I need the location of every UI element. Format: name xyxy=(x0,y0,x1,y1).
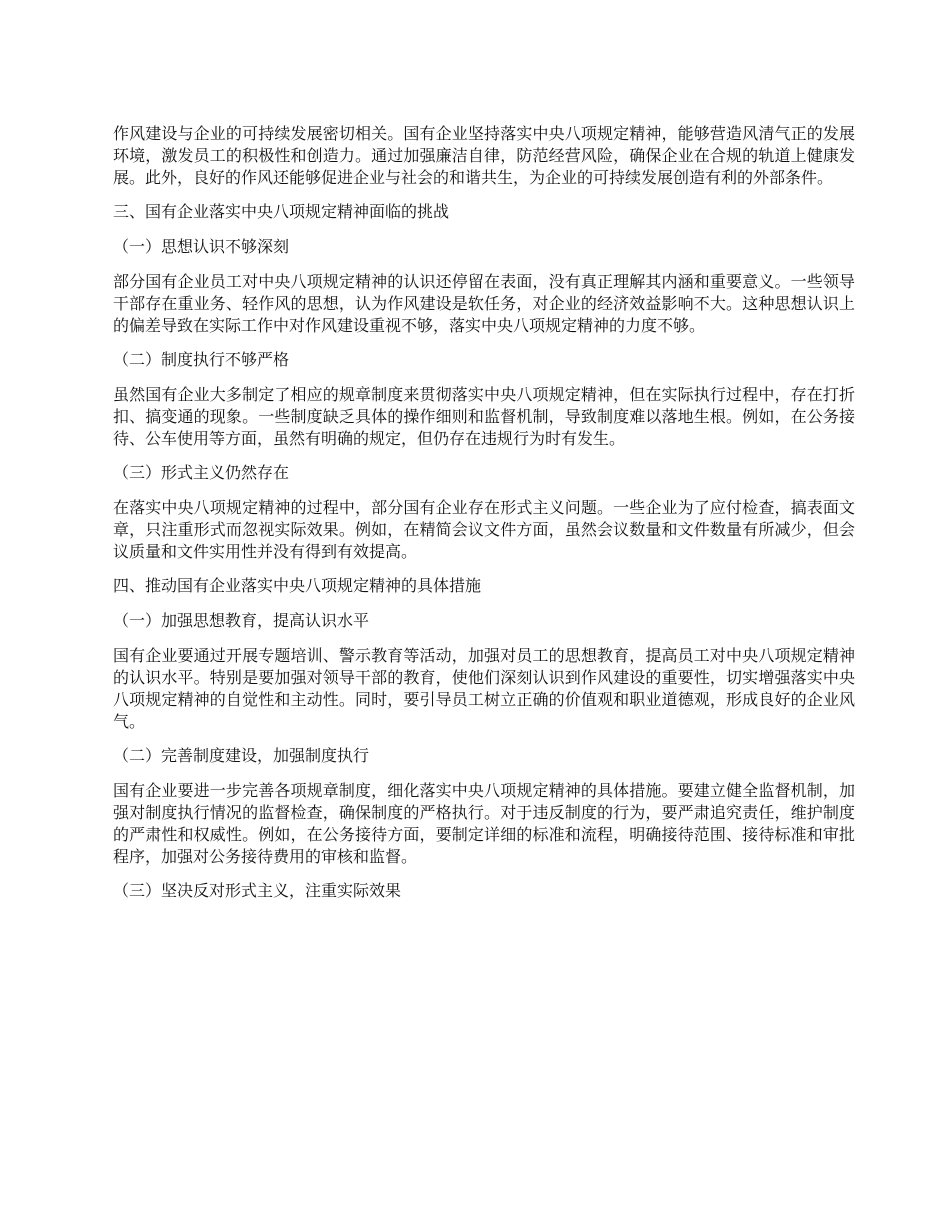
subheading-education: （一）加强思想教育，提高认识水平 xyxy=(113,611,370,630)
subheading-formalism: （三）形式主义仍然存在 xyxy=(113,463,290,482)
section-heading-challenges: 三、国有企业落实中央八项规定精神面临的挑战 xyxy=(113,202,450,221)
section-heading-measures: 四、推动国有企业落实中央八项规定精神的具体措施 xyxy=(113,576,482,595)
subheading-oppose-formalism: （三）坚决反对形式主义，注重实际效果 xyxy=(113,881,402,900)
document-body xyxy=(113,123,855,915)
paragraph-sustainable-development: 作风建设与企业的可持续发展密切相关。国有企业坚持落实中央八项规定精神，能够营造风清气正的发展环境，激发员工的积极性和创造力。通过加强廉洁自律，防范经营风险，确保企业在合规的轨道上健康发展。此外，良好的作风还能够促进企业与社会的和谐共生，为企业的可持续发展创造有利的外部条件。 xyxy=(113,124,855,187)
paragraph-ideological-awareness: 部分国有企业员工对中央八项规定精神的认识还停留在表面，没有真正理解其内涵和重要意义。一些领导干部存在重业务、轻作风的思想，认为作风建设是软任务，对企业的经济效益影响不大。这种思想认识上的偏差导致在实际工作中对作风建设重视不够，落实中央八项规定精神的力度不够。 xyxy=(113,272,855,335)
paragraph-system-enforcement: 虽然国有企业大多制定了相应的规章制度来贯彻落实中央八项规定精神，但在实际执行过程中，存在打折扣、搞变通的现象。一些制度缺乏具体的操作细则和监督机制，导致制度难以落地生根。例如，在公务接待、公车使用等方面，虽然有明确的规定，但仍存在违规行为时有发生。 xyxy=(113,385,855,448)
paragraph-formalism: 在落实中央八项规定精神的过程中，部分国有企业存在形式主义问题。一些企业为了应付检查，搞表面文章，只注重形式而忽视实际效果。例如，在精简会议文件方面，虽然会议数量和文件数量有所减少，但会议质量和文件实用性并没有得到有效提高。 xyxy=(113,498,855,561)
subheading-system-building: （二）完善制度建设，加强制度执行 xyxy=(113,746,370,765)
subheading-system-enforcement: （二）制度执行不够严格 xyxy=(113,350,290,369)
paragraph-system-building: 国有企业要进一步完善各项规章制度，细化落实中央八项规定精神的具体措施。要建立健全监督机制，加强对制度执行情况的监督检查，确保制度的严格执行。对于违反制度的行为，要严肃追究责任，维护制度的严肃性和权威性。例如，在公务接待方面，要制定详细的标准和流程，明确接待范围、接待标准和审批程序，加强对公务接待费用的审核和监督。 xyxy=(113,781,855,866)
paragraph-education: 国有企业要通过开展专题培训、警示教育等活动，加强对员工的思想教育，提高员工对中央八项规定精神的认识水平。特别是要加强对领导干部的教育，使他们深刻认识到作风建设的重要性，切实增强落实中央八项规定精神的自觉性和主动性。同时，要引导员工树立正确的价值观和职业道德观，形成良好的企业风气。 xyxy=(113,646,855,731)
subheading-ideological-awareness: （一）思想认识不够深刻 xyxy=(113,237,290,256)
